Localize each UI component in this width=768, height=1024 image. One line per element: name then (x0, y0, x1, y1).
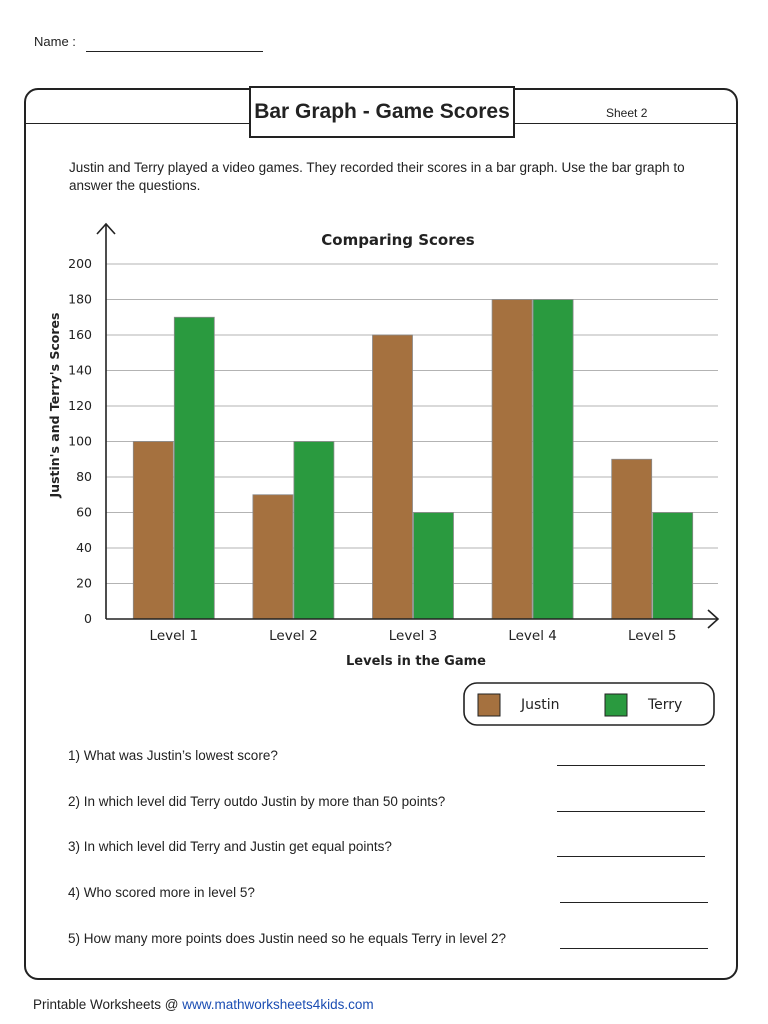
y-tick-label: 180 (68, 291, 92, 307)
chart-title: Comparing Scores (321, 231, 475, 249)
bar-justin-level-2 (253, 495, 293, 619)
x-tick-label: Level 3 (388, 628, 438, 644)
y-tick-label: 60 (76, 504, 92, 520)
answer-line-3[interactable] (557, 856, 705, 857)
name-label: Name : (34, 34, 76, 49)
question-4: 4) Who scored more in level 5? (68, 885, 255, 900)
bar-terry-level-5 (653, 513, 693, 620)
worksheet-title: Bar Graph - Game Scores (249, 86, 515, 138)
question-1: 1) What was Justin’s lowest score? (68, 748, 278, 763)
legend-label-justin: Justin (521, 697, 560, 713)
bar-justin-level-3 (373, 335, 413, 619)
question-5: 5) How many more points does Justin need so he equals Terry in level 2? (68, 931, 506, 946)
legend-swatch-terry (605, 694, 627, 716)
y-tick-label: 200 (68, 256, 92, 271)
y-tick-label: 160 (68, 327, 92, 342)
chart-legend (464, 683, 714, 725)
answer-line-5[interactable] (560, 948, 708, 949)
legend-swatch-justin (478, 694, 500, 716)
footer-url[interactable]: www.mathworksheets4kids.com (182, 997, 374, 1012)
bar-justin-level-5 (612, 459, 652, 619)
intro-text: Justin and Terry played a video games. They recorded their scores in a bar graph. Use the bar graph to answer the questions. (69, 160, 685, 193)
sheet-label: Sheet 2 (606, 106, 648, 120)
bar-terry-level-3 (414, 513, 454, 620)
y-tick-label: 100 (68, 433, 92, 449)
x-tick-label: Level 5 (627, 628, 677, 644)
y-tick-label: 120 (68, 398, 92, 413)
question-3: 3) In which level did Terry and Justin get equal points? (68, 839, 392, 854)
y-axis-label: Justin's and Terry's Scores (47, 312, 62, 498)
y-tick-label: 40 (76, 540, 92, 555)
footer-prefix: Printable Worksheets @ (33, 997, 183, 1012)
y-tick-label: 140 (68, 362, 92, 378)
answer-line-4[interactable] (560, 902, 708, 903)
y-tick-label: 0 (84, 611, 92, 626)
y-tick-label: 20 (76, 575, 92, 591)
answer-line-2[interactable] (557, 811, 705, 812)
footer (33, 997, 374, 1012)
x-tick-label: Level 2 (269, 628, 318, 644)
bar-terry-level-2 (294, 442, 334, 620)
bar-terry-level-4 (533, 300, 573, 620)
legend-label-terry: Terry (648, 697, 683, 713)
x-tick-label: Level 4 (508, 628, 557, 644)
x-axis-label: Levels in the Game (346, 654, 486, 669)
bar-justin-level-4 (492, 300, 532, 620)
answer-line-1[interactable] (557, 765, 705, 766)
bar-terry-level-1 (174, 317, 214, 619)
y-tick-label: 80 (76, 469, 92, 484)
x-tick-label: Level 1 (149, 628, 199, 644)
bar-justin-level-1 (133, 442, 173, 620)
question-2: 2) In which level did Terry outdo Justin by more than 50 points? (68, 794, 446, 809)
